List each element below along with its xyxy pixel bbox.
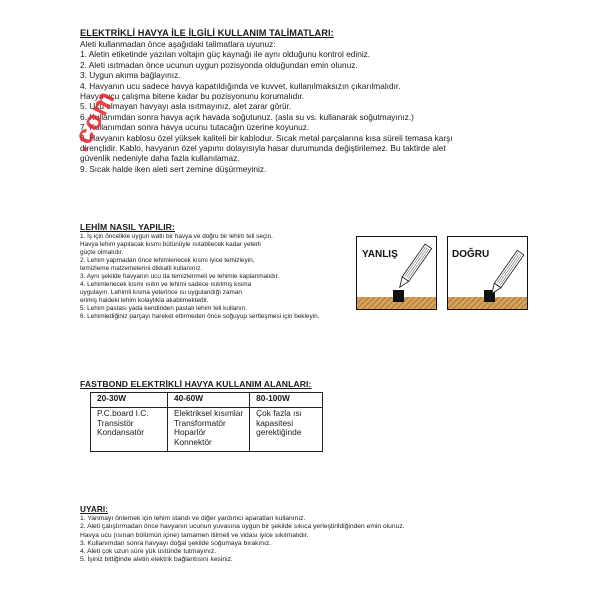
table-cell-40-60w [168,408,250,452]
list-item: dirençlidir. Kablo, havyanın özel yapımı dolayısıyla hasar durumunda değiştirilemez. Bu taktirde alet [80,143,446,154]
table-cell-80-100w [250,408,323,452]
warning-section [80,505,530,565]
watermark: .com [64,84,121,157]
usage-areas-title: FASTBOND ELEKTRİKLİ HAVYA KULLANIM ALANLARI: [80,379,312,389]
wrong-label: YANLIŞ [362,249,398,260]
warning-list [80,515,530,565]
list-item: 4. Lehimlenecek kısmı ısıtın ve lehimi sadece ısıtılmış kısma [80,281,252,289]
usage-areas-table [90,392,323,452]
list-item: Havya ucu (ısınan bölümün içine) tamamen itilmeli ve vidası iyice sıkılmalıdır. [80,531,309,539]
list-item: güvenlik nedeniyle daha fazla kullanılamaz. [80,153,240,164]
list-item: Aleti kullanmadan önce aşağıdaki talimatlara uyunuz: [80,39,276,49]
list-item: Havya lehim yapılacak kısmı bütünüyle ısıtabilecek kadar yeterli [80,241,261,249]
list-item: 6. Kullanımdan sonra havya açık havada soğutunuz. (asla su vs. kullanarak soğutmayınız.) [80,111,414,122]
cell-line: kapasitesi [256,417,294,428]
instructions-title: ELEKTRİKLİ HAVYA İLE İLGİLİ KULLANIM TALİMATLARI: [80,28,334,38]
table-header-80-100w: 80-100W [250,393,323,408]
list-item: erimiş haldeki lehim kolaylıkla akabilmektedir. [80,297,209,305]
table-row [91,408,323,452]
usage-areas-section [80,379,480,452]
list-item: 5. İşiniz bittiğinde aletin elektrik bağlantısını kesiniz. [80,556,233,564]
soldering-list [80,233,350,322]
list-item: 2. Aleti ısıtmadan önce ucunun uygun pozisyonda olduğundan emin olunuz. [80,59,358,70]
list-item: 6. Lehimlediğiniz parçayı hareket ettirmeden önce soğuyup sertleşmesi için bekleyin. [80,313,320,321]
list-item: 1. Yanmayı önlemek için lehim standı ve diğer yardımcı aparatları kullanınız. [80,515,306,522]
cell-line: Kondansatör [97,427,145,438]
cell-line: Konnektör [174,436,212,447]
list-item: uygulayın. Lehimli kısma yeterince ısı uygulandığı zaman [80,289,242,297]
list-item: 3. Kullanımdan sonra havyayı doğal şekilde soğumaya bırakınız. [80,539,272,547]
wrong-component-icon [393,290,404,302]
soldering-section [80,222,350,322]
instructions-section [80,28,530,174]
cell-line: Elektriksel kısımlar [174,408,244,418]
cell-line: gerektiğinde [256,427,302,438]
cell-line: P.C.board I.C. [97,408,149,418]
table-header-40-60w: 40-60W [168,393,250,408]
cell-line: Transformatör [174,417,226,428]
soldering-illustration [356,236,528,310]
cell-line: Hoparlör [174,427,206,438]
table-header-20-30w: 20-30W [91,393,168,408]
list-item: 2. Lehim yapmadan önce lehimlenecek kısmı iyice temizleyin, [80,257,255,265]
list-item: 4. Havyanın ucu sadece havya kapatıldığında ve kuvvet, kullanılmaksızın çıkarılmalıdır. [80,80,401,91]
list-item: 7. Kullanımdan sonra havya ucunu tutacağın üzerine koyunuz. [80,122,310,133]
list-item: temizleme malzemelerini dikkatli kullanınız. [80,265,203,273]
list-item: 5. Lehim pastası yada kendinden pastalı lehim teli kullanın. [80,305,247,313]
cell-line: Transistör [97,417,134,428]
table-cell-20-30w [91,408,168,452]
table-header-row [91,393,323,408]
list-item: 4. Aleti çok uzun süre yük üstünde tutmayınız. [80,548,217,556]
list-item: 3. Uygun akıma bağlayınız. [80,70,181,81]
list-item: 2. Aleti çalıştırmadan önce havyanın ucunun yuvasına uygun bir şekilde sıkıca yerleştirildiğinden emin olunuz. [80,523,405,531]
list-item: 1. İş için öncelikle uygun watlı bir havya ve doğru bir lehim teli seçin. [80,233,273,240]
list-item: 5. Ucu olmayan havyayı asla ısıtmayınız, alet zarar görür. [80,101,292,112]
warning-title: UYARI: [80,505,109,514]
cell-line: Çok fazla ısı [256,408,302,418]
soldering-title: LEHİM NASIL YAPILIR: [80,222,175,232]
list-item: 8. Havyanın kablosu özel yüksek kaliteli bir kablodur. Sıcak metal parçalarına kısa süreli temasa karşı [80,132,453,143]
list-item: güçte olmalıdır. [80,249,124,257]
list-item: 3. Aynı şekilde havyanın ucu da temizlenmeli ve lehimle kaplanmalıdır. [80,273,280,281]
instructions-list [80,39,530,174]
list-item: Havya ucu çalışma bitene kadar bu pozisyonunu korumalıdır. [80,91,305,102]
right-label: DOĞRU [452,249,490,260]
list-item: 9. Sıcak halde iken aleti sert zemine düşürmeyiniz. [80,163,267,174]
list-item: 1. Aletin etiketinde yazılan voltajın güç kaynağı ile aynı olduğunu kontrol ediniz. [80,49,371,60]
